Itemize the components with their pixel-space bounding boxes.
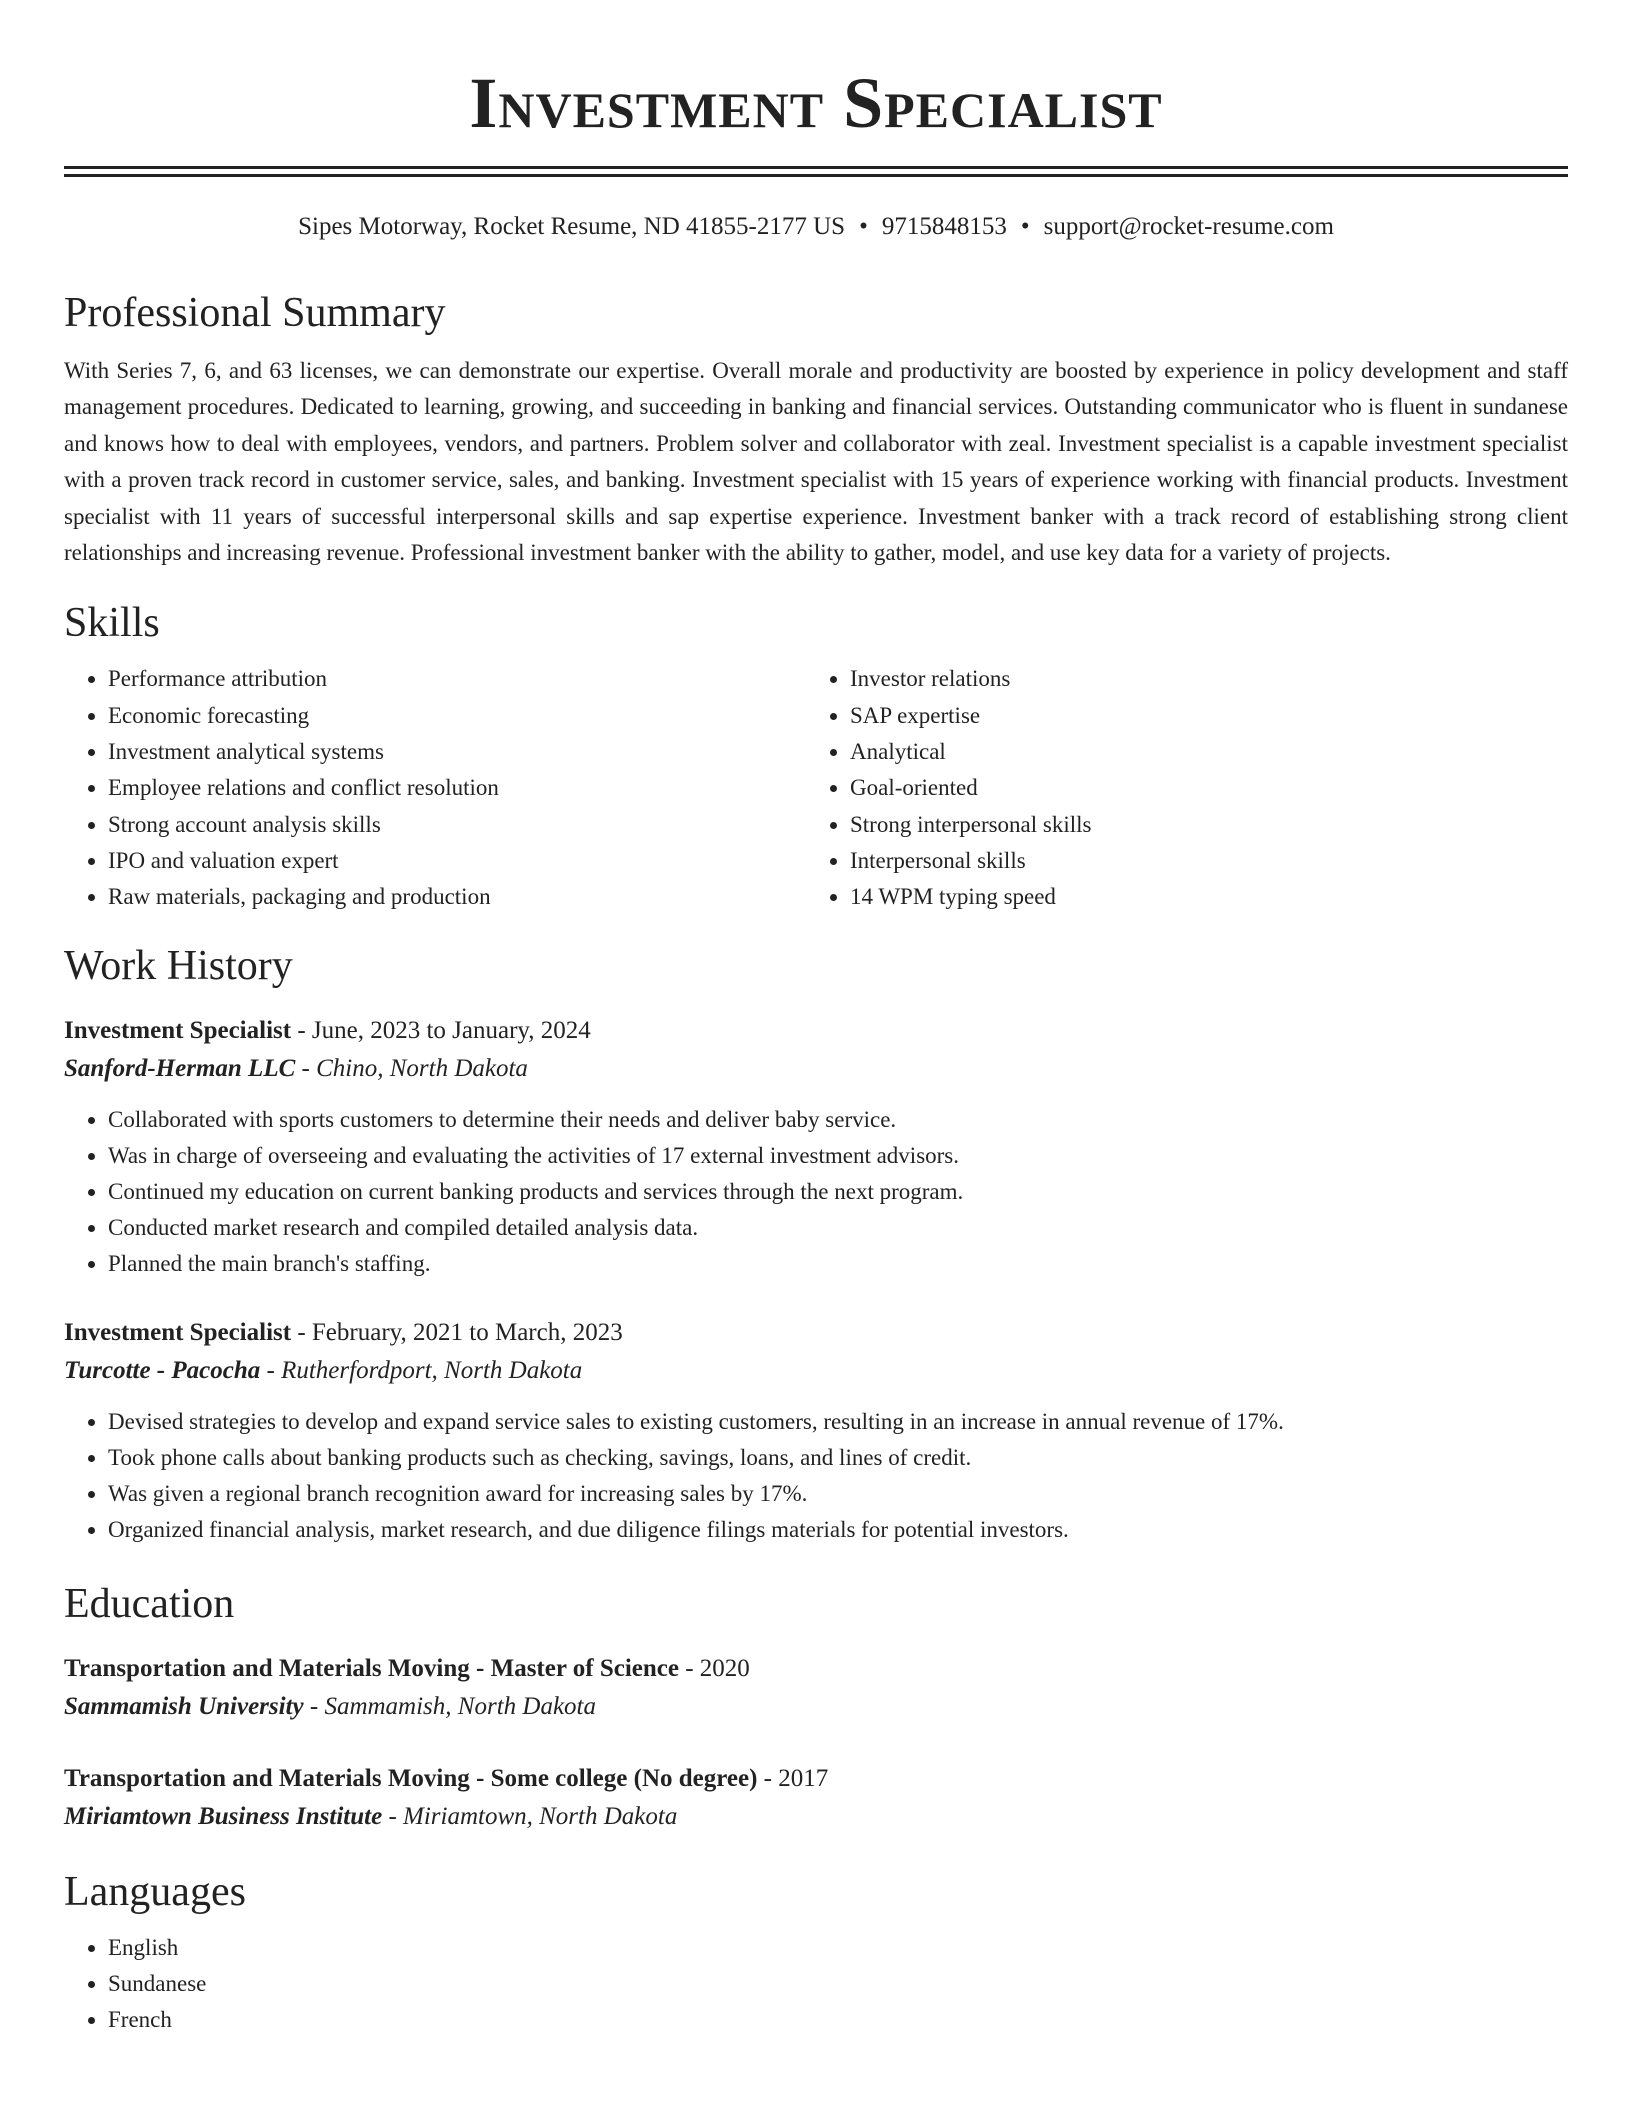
languages-list xyxy=(64,1930,1568,2038)
language-item: • English xyxy=(108,1930,1568,1966)
job-company-line xyxy=(64,1352,1568,1390)
skill-item: • Employee relations and conflict resolution xyxy=(108,770,806,806)
skills-columns xyxy=(64,661,1568,915)
education-degree-line xyxy=(64,1650,1568,1688)
job-position: Investment Specialist xyxy=(64,1016,292,1044)
job-location: - Chino, North Dakota xyxy=(295,1054,528,1082)
education-heading: Education xyxy=(64,1580,235,1627)
contact-separator: • xyxy=(1020,213,1030,240)
job-company-line xyxy=(64,1050,1568,1088)
languages-heading: Languages xyxy=(64,1868,246,1915)
job-dates: - February, 2021 to March, 2023 xyxy=(291,1318,623,1346)
job-bullets xyxy=(64,1404,1568,1548)
job-bullet: • Collaborated with sports customers to determine their needs and deliver baby service. xyxy=(108,1102,1568,1138)
header-double-rule xyxy=(64,166,1568,177)
education-year: - 2017 xyxy=(757,1764,829,1792)
job-company: Sanford-Herman LLC xyxy=(64,1054,296,1082)
education-location: - Sammamish, North Dakota xyxy=(303,1692,596,1720)
skill-item: • Strong interpersonal skills xyxy=(850,807,1091,843)
education-location: - Miriamtown, North Dakota xyxy=(382,1802,678,1830)
job-bullet: • Planned the main branch's staffing. xyxy=(108,1246,1568,1282)
job-dates: - June, 2023 to January, 2024 xyxy=(291,1016,591,1044)
job-bullet: • Was in charge of overseeing and evaluating the activities of 17 external investment advisors. xyxy=(108,1138,1568,1174)
skill-item: • Investor relations xyxy=(850,661,1091,697)
job-title-line xyxy=(64,1314,1568,1352)
job-bullet: • Took phone calls about banking products such as checking, savings, loans, and lines of credit. xyxy=(108,1440,1568,1476)
skill-item: • SAP expertise xyxy=(850,698,1091,734)
job-bullet: • Conducted market research and compiled detailed analysis data. xyxy=(108,1210,1568,1246)
education-school-line xyxy=(64,1798,1568,1836)
job-bullet: • Was given a regional branch recognition award for increasing sales by 17%. xyxy=(108,1476,1568,1512)
skill-item: • IPO and valuation expert xyxy=(108,843,806,879)
skills-right-list xyxy=(806,661,1091,915)
skill-item: • 14 WPM typing speed xyxy=(850,879,1091,915)
contact-separator: • xyxy=(859,213,868,240)
contact-line xyxy=(64,211,1568,243)
resume-name-title: Investment Specialist xyxy=(469,63,1163,143)
summary-heading: Professional Summary xyxy=(64,290,446,336)
language-item: • Sundanese xyxy=(108,1966,1568,2002)
contact-phone: 9715848153 xyxy=(881,213,1007,240)
skill-item: • Performance attribution xyxy=(108,661,806,697)
education-year: - 2020 xyxy=(678,1654,750,1682)
job-entry xyxy=(64,1012,1568,1282)
education-school: Sammamish University xyxy=(64,1692,304,1720)
job-entry xyxy=(64,1314,1568,1548)
language-item: • French xyxy=(108,2002,1568,2038)
job-company: Turcotte - Pacocha xyxy=(64,1356,261,1384)
job-bullet: • Devised strategies to develop and expand service sales to existing customers, resulting in an increase in annual revenue of 17%. xyxy=(108,1404,1568,1440)
education-school-line xyxy=(64,1688,1568,1726)
skill-item: • Raw materials, packaging and production xyxy=(108,879,806,915)
skill-item: • Analytical xyxy=(850,734,1091,770)
job-location: - Rutherfordport, North Dakota xyxy=(260,1356,583,1384)
education-school: Miriamtown Business Institute xyxy=(64,1802,383,1830)
skills-left-list xyxy=(64,661,806,915)
job-position: Investment Specialist xyxy=(64,1318,292,1346)
skills-heading: Skills xyxy=(64,600,160,647)
contact-email: support@rocket-resume.com xyxy=(1043,213,1334,240)
education-degree: Transportation and Materials Moving - Some college (No degree) xyxy=(64,1764,758,1792)
skill-item: • Strong account analysis skills xyxy=(108,807,806,843)
job-bullet: • Organized financial analysis, market research, and due diligence filings materials for potential investors. xyxy=(108,1512,1568,1548)
skill-item: • Interpersonal skills xyxy=(850,843,1091,879)
job-title-line xyxy=(64,1012,1568,1050)
skill-item: • Economic forecasting xyxy=(108,698,806,734)
skill-item: • Goal-oriented xyxy=(850,770,1091,806)
education-entry xyxy=(64,1760,1568,1836)
job-bullet: • Continued my education on current banking products and services through the next program. xyxy=(108,1174,1568,1210)
job-bullets xyxy=(64,1102,1568,1282)
work-history-heading: Work History xyxy=(64,942,293,989)
education-entry xyxy=(64,1650,1568,1726)
skill-item: • Investment analytical systems xyxy=(108,734,806,770)
contact-address: Sipes Motorway, Rocket Resume, ND 41855-2177 US xyxy=(298,213,846,240)
education-degree-line xyxy=(64,1760,1568,1798)
education-degree: Transportation and Materials Moving - Master of Science xyxy=(64,1654,679,1682)
summary-text: With Series 7, 6, and 63 licenses, we can demonstrate our expertise. Overall morale and productivity are boosted by experience in policy development and staff management procedures. Dedicated to learning, growing, and succeeding in banking and financial services. Outstanding communicator who is fluent in sundanese and knows how to deal with employees, vendors, and partners. Problem solver and collaborator with zeal. Investment specialist is a capable investment specialist with a proven track record in customer service, sales, and banking. Investment specialist with 15 years of experience working with financial products. Investment specialist with 11 years of successful interpersonal skills and sap expertise experience. Investment banker with a track record of establishing strong client relationships and increasing revenue. Professional investment banker with the ability to gather, model, and use key data for a variety of projects. xyxy=(64,358,1568,566)
